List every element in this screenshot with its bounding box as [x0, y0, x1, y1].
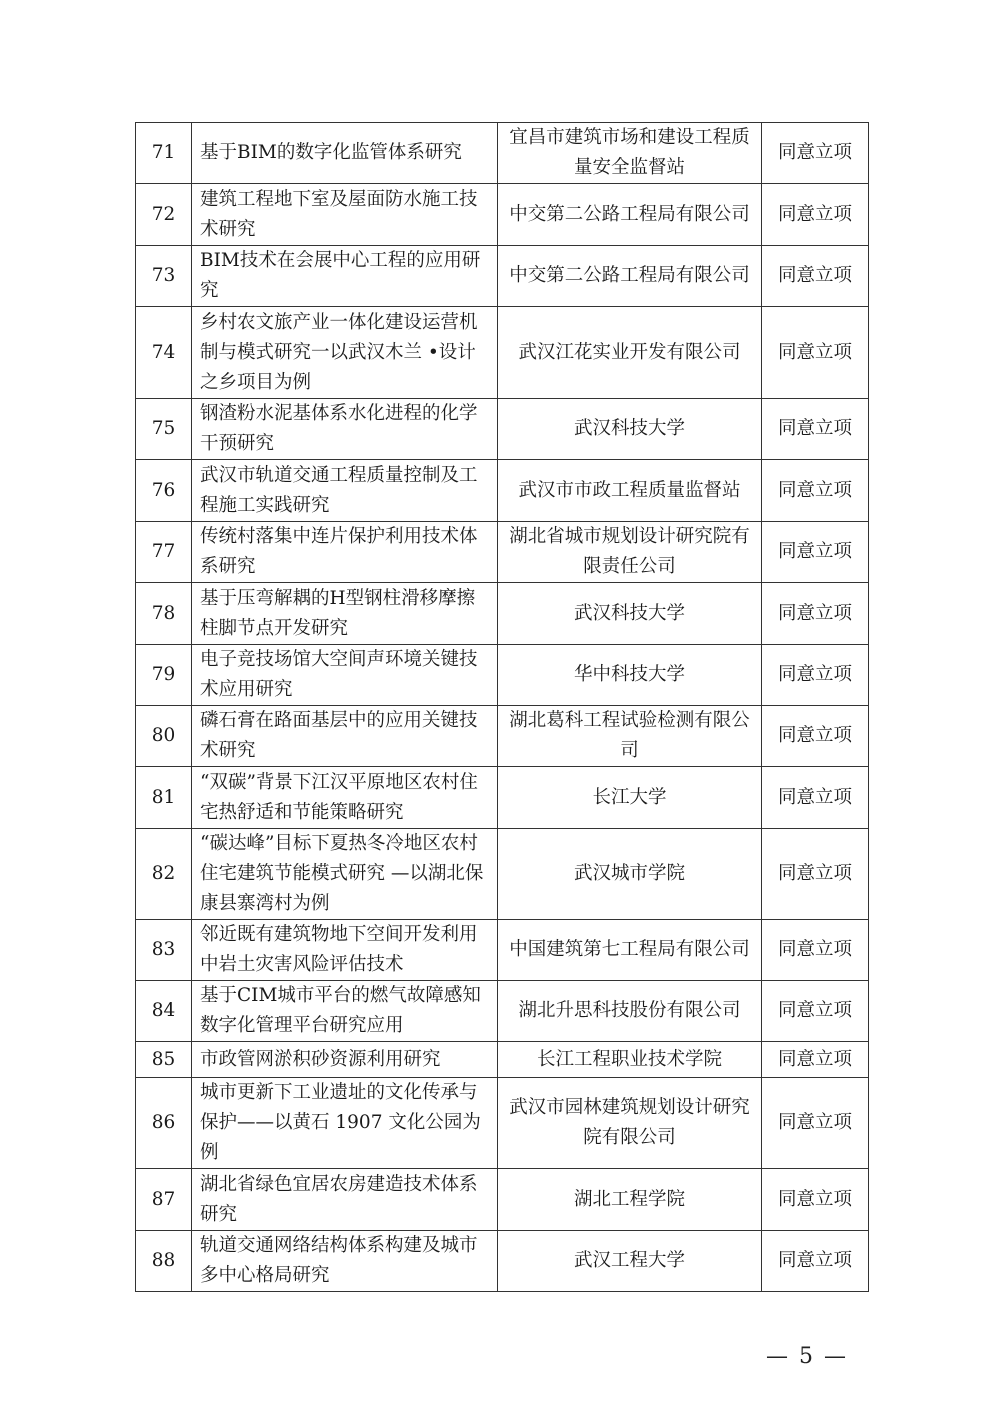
project-title-cell: “碳达峰”目标下夏热冬冷地区农村住宅建筑节能模式研究 —以湖北保康县寨湾村为例 — [192, 829, 498, 920]
status-cell: 同意立项 — [762, 399, 869, 460]
status-cell: 同意立项 — [762, 1231, 869, 1292]
row-number-cell: 71 — [136, 123, 192, 184]
organization-cell: 武汉工程大学 — [498, 1231, 762, 1292]
organization-cell: 湖北工程学院 — [498, 1169, 762, 1231]
status-cell: 同意立项 — [762, 981, 869, 1042]
table-row — [136, 522, 869, 583]
organization-cell: 武汉江花实业开发有限公司 — [498, 307, 762, 399]
table-row — [136, 1078, 869, 1169]
status-cell: 同意立项 — [762, 1169, 869, 1231]
organization-cell: 中交第二公路工程局有限公司 — [498, 184, 762, 246]
project-title-cell: 城市更新下工业遗址的文化传承与保护——以黄石 1907 文化公园为例 — [192, 1078, 498, 1169]
project-title-cell: 基于压弯解耦的H型钢柱滑移摩擦柱脚节点开发研究 — [192, 583, 498, 645]
row-number-cell: 81 — [136, 767, 192, 829]
page-number: — 5 — — [766, 1344, 848, 1369]
project-title-cell: 乡村农文旅产业一体化建设运营机制与模式研究一以武汉木兰 •设计之乡项目为例 — [192, 307, 498, 399]
row-number-cell: 73 — [136, 246, 192, 307]
table-row — [136, 246, 869, 307]
table-row — [136, 399, 869, 460]
row-number-cell: 77 — [136, 522, 192, 583]
organization-cell: 武汉市市政工程质量监督站 — [498, 460, 762, 522]
project-title-cell: BIM技术在会展中心工程的应用研究 — [192, 246, 498, 307]
table-row — [136, 123, 869, 184]
project-title-cell: 轨道交通网络结构体系构建及城市多中心格局研究 — [192, 1231, 498, 1292]
status-cell: 同意立项 — [762, 645, 869, 706]
status-cell: 同意立项 — [762, 767, 869, 829]
organization-cell: 湖北升思科技股份有限公司 — [498, 981, 762, 1042]
project-title-cell: 建筑工程地下室及屋面防水施工技术研究 — [192, 184, 498, 246]
table-row — [136, 829, 869, 920]
row-number-cell: 87 — [136, 1169, 192, 1231]
row-number-cell: 80 — [136, 706, 192, 767]
project-title-cell: 武汉市轨道交通工程质量控制及工程施工实践研究 — [192, 460, 498, 522]
table-row — [136, 767, 869, 829]
project-title-cell: 钢渣粉水泥基体系水化进程的化学干预研究 — [192, 399, 498, 460]
row-number-cell: 78 — [136, 583, 192, 645]
organization-cell: 中交第二公路工程局有限公司 — [498, 246, 762, 307]
row-number-cell: 83 — [136, 920, 192, 981]
project-title-cell: 电子竞技场馆大空间声环境关键技术应用研究 — [192, 645, 498, 706]
status-cell: 同意立项 — [762, 583, 869, 645]
status-cell: 同意立项 — [762, 460, 869, 522]
organization-cell: 湖北省城市规划设计研究院有限责任公司 — [498, 522, 762, 583]
organization-cell: 武汉科技大学 — [498, 399, 762, 460]
row-number-cell: 79 — [136, 645, 192, 706]
project-title-cell: 市政管网淤积砂资源利用研究 — [192, 1042, 498, 1078]
project-title-cell: 湖北省绿色宜居农房建造技术体系研究 — [192, 1169, 498, 1231]
project-title-cell: 基于BIM的数字化监管体系研究 — [192, 123, 498, 184]
row-number-cell: 76 — [136, 460, 192, 522]
table-row — [136, 1042, 869, 1078]
project-title-cell: 基于CIM城市平台的燃气故障感知数字化管理平台研究应用 — [192, 981, 498, 1042]
organization-cell: 湖北葛科工程试验检测有限公司 — [498, 706, 762, 767]
project-approval-table — [135, 122, 869, 1292]
project-title-cell: 传统村落集中连片保护利用技术体系研究 — [192, 522, 498, 583]
status-cell: 同意立项 — [762, 184, 869, 246]
project-title-cell: 磷石膏在路面基层中的应用关键技术研究 — [192, 706, 498, 767]
organization-cell: 武汉科技大学 — [498, 583, 762, 645]
organization-cell: 武汉市园林建筑规划设计研究院有限公司 — [498, 1078, 762, 1169]
table-row — [136, 1231, 869, 1292]
organization-cell: 武汉城市学院 — [498, 829, 762, 920]
status-cell: 同意立项 — [762, 1042, 869, 1078]
row-number-cell: 88 — [136, 1231, 192, 1292]
row-number-cell: 86 — [136, 1078, 192, 1169]
table-row — [136, 920, 869, 981]
organization-cell: 长江工程职业技术学院 — [498, 1042, 762, 1078]
table-row — [136, 706, 869, 767]
table-row — [136, 307, 869, 399]
status-cell: 同意立项 — [762, 522, 869, 583]
organization-cell: 中国建筑第七工程局有限公司 — [498, 920, 762, 981]
table-row — [136, 184, 869, 246]
status-cell: 同意立项 — [762, 920, 869, 981]
status-cell: 同意立项 — [762, 829, 869, 920]
table-row — [136, 583, 869, 645]
row-number-cell: 72 — [136, 184, 192, 246]
row-number-cell: 74 — [136, 307, 192, 399]
project-title-cell: “双碳”背景下江汉平原地区农村住宅热舒适和节能策略研究 — [192, 767, 498, 829]
project-title-cell: 邻近既有建筑物地下空间开发利用中岩土灾害风险评估技术 — [192, 920, 498, 981]
status-cell: 同意立项 — [762, 307, 869, 399]
table-row — [136, 645, 869, 706]
row-number-cell: 75 — [136, 399, 192, 460]
table-row — [136, 1169, 869, 1231]
organization-cell: 长江大学 — [498, 767, 762, 829]
row-number-cell: 85 — [136, 1042, 192, 1078]
organization-cell: 华中科技大学 — [498, 645, 762, 706]
row-number-cell: 84 — [136, 981, 192, 1042]
status-cell: 同意立项 — [762, 246, 869, 307]
table-row — [136, 460, 869, 522]
status-cell: 同意立项 — [762, 1078, 869, 1169]
row-number-cell: 82 — [136, 829, 192, 920]
status-cell: 同意立项 — [762, 706, 869, 767]
organization-cell: 宜昌市建筑市场和建设工程质量安全监督站 — [498, 123, 762, 184]
table-row — [136, 981, 869, 1042]
status-cell: 同意立项 — [762, 123, 869, 184]
